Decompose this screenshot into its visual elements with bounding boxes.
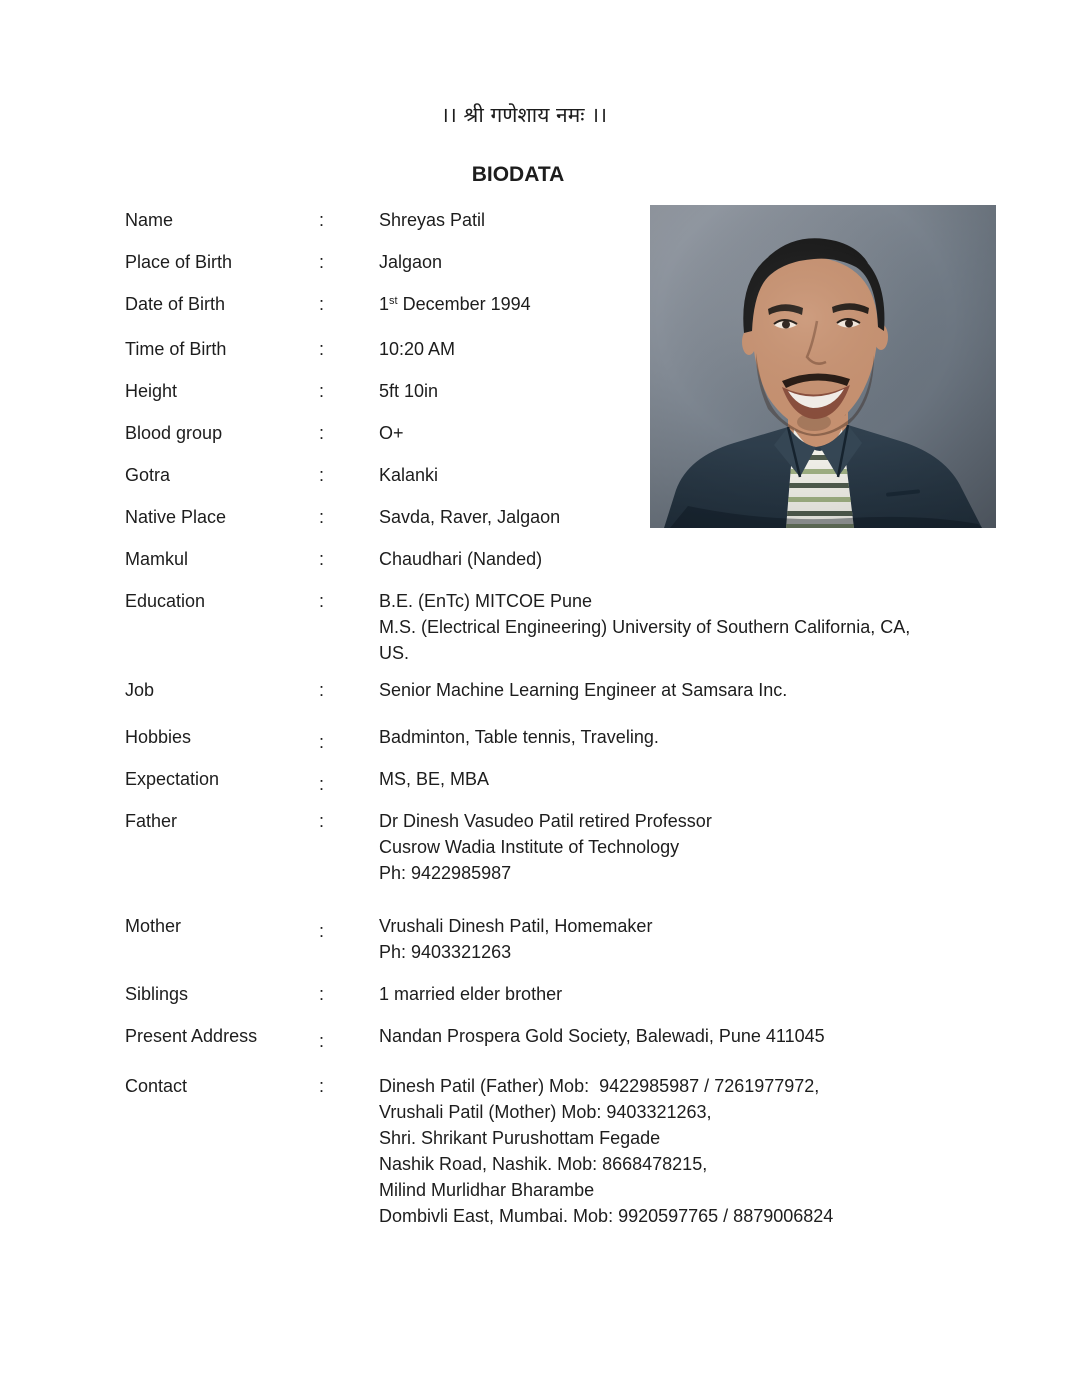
biodata-row	[125, 1023, 1080, 1049]
row-label: Height	[125, 381, 178, 401]
row-value-line: US.	[379, 643, 410, 663]
portrait-photo	[650, 205, 996, 528]
row-colon: :	[319, 984, 325, 1004]
row-colon: :	[319, 921, 325, 941]
row-value	[379, 724, 1080, 750]
row-colon: :	[319, 252, 325, 272]
row-value-line: Senior Machine Learning Engineer at Samsara Inc.	[379, 680, 788, 700]
value-text: December 1994	[397, 294, 531, 314]
portrait-photo-graphic	[650, 205, 996, 528]
row-colon: :	[319, 465, 325, 485]
row-label: Native Place	[125, 507, 227, 527]
row-colon: :	[319, 210, 325, 230]
row-value-line: Shri. Shrikant Purushottam Fegade	[379, 1128, 661, 1148]
photo-vignette	[650, 205, 996, 528]
row-colon: :	[319, 294, 325, 314]
row-value-line: Dombivli East, Mumbai. Mob: 9920597765 / 8879006824	[379, 1206, 834, 1226]
row-value	[379, 766, 1080, 792]
biodata-row	[125, 913, 1080, 965]
biodata-row	[125, 981, 1080, 1007]
biodata-row	[125, 1073, 1080, 1229]
row-value	[379, 1073, 1080, 1229]
superscript-text: st	[389, 295, 398, 307]
row-label: Mother	[125, 916, 182, 936]
row-value-line: Badminton, Table tennis, Traveling.	[379, 727, 659, 747]
row-label: Present Address	[125, 1026, 258, 1046]
row-value-line: O+	[379, 423, 404, 443]
row-value-line: M.S. (Electrical Engineering) University of Southern California, CA,	[379, 617, 911, 637]
row-value-line: Ph: 9403321263	[379, 942, 512, 962]
row-value-line: Nandan Prospera Gold Society, Balewadi, Pune 411045	[379, 1026, 825, 1046]
row-label: Place of Birth	[125, 252, 233, 272]
row-label: Education	[125, 591, 206, 611]
row-value	[379, 588, 1080, 666]
biodata-row	[125, 724, 1080, 750]
biodata-row	[125, 588, 1080, 666]
row-value	[379, 677, 1080, 703]
row-label: Date of Birth	[125, 294, 226, 314]
row-value-line: Dr Dinesh Vasudeo Patil retired Professor	[379, 811, 712, 831]
row-value	[379, 546, 1080, 572]
row-colon: :	[319, 774, 325, 794]
row-colon: :	[319, 507, 325, 527]
row-value-line: Nashik Road, Nashik. Mob: 8668478215,	[379, 1154, 708, 1174]
row-value	[379, 913, 1080, 965]
row-colon: :	[319, 591, 325, 611]
row-value-line: Shreyas Patil	[379, 210, 486, 230]
row-value-line: Dinesh Patil (Father) Mob: 9422985987 / 7261977972,	[379, 1076, 820, 1096]
row-label: Contact	[125, 1076, 188, 1096]
row-value-line: Kalanki	[379, 465, 439, 485]
row-value-line: Cusrow Wadia Institute of Technology	[379, 837, 680, 857]
row-colon: :	[319, 811, 325, 831]
row-value-line: Vrushali Patil (Mother) Mob: 9403321263,	[379, 1102, 712, 1122]
row-value-line: 10:20 AM	[379, 339, 456, 359]
row-label: Time of Birth	[125, 339, 227, 359]
row-colon: :	[319, 732, 325, 752]
row-label: Blood group	[125, 423, 223, 443]
row-value-line: Ph: 9422985987	[379, 863, 512, 883]
page-title: BIODATA	[471, 163, 565, 186]
row-colon: :	[319, 423, 325, 443]
row-value-line: Milind Murlidhar Bharambe	[379, 1180, 595, 1200]
row-label: Mamkul	[125, 549, 189, 569]
biodata-row	[125, 808, 1080, 886]
row-value	[379, 1023, 1080, 1049]
row-value	[379, 808, 1080, 886]
row-label: Job	[125, 680, 155, 700]
row-label: Name	[125, 210, 174, 230]
row-value-line: Savda, Raver, Jalgaon	[379, 507, 561, 527]
row-colon: :	[319, 549, 325, 569]
row-label: Gotra	[125, 465, 171, 485]
row-colon: :	[319, 680, 325, 700]
row-colon: :	[319, 381, 325, 401]
row-value	[379, 981, 1080, 1007]
row-value-line: 1 married elder brother	[379, 984, 563, 1004]
row-label: Expectation	[125, 769, 220, 789]
row-colon: :	[319, 339, 325, 359]
row-value-line: B.E. (EnTc) MITCOE Pune	[379, 591, 593, 611]
invocation-text: ।। श्री गणेशाय नमः ।।	[440, 103, 608, 127]
row-value-line: MS, BE, MBA	[379, 769, 490, 789]
row-colon: :	[319, 1031, 325, 1051]
row-value-line: Vrushali Dinesh Patil, Homemaker	[379, 916, 653, 936]
biodata-row	[125, 677, 1080, 703]
row-colon: :	[319, 1076, 325, 1096]
row-label: Father	[125, 811, 178, 831]
value-text: 1	[379, 294, 390, 314]
biodata-row	[125, 766, 1080, 792]
row-label: Siblings	[125, 984, 189, 1004]
row-value-line: Chaudhari (Nanded)	[379, 549, 543, 569]
row-value-line: Jalgaon	[379, 252, 443, 272]
row-label: Hobbies	[125, 727, 192, 747]
biodata-row	[125, 546, 1080, 572]
row-value-line: 5ft 10in	[379, 381, 439, 401]
